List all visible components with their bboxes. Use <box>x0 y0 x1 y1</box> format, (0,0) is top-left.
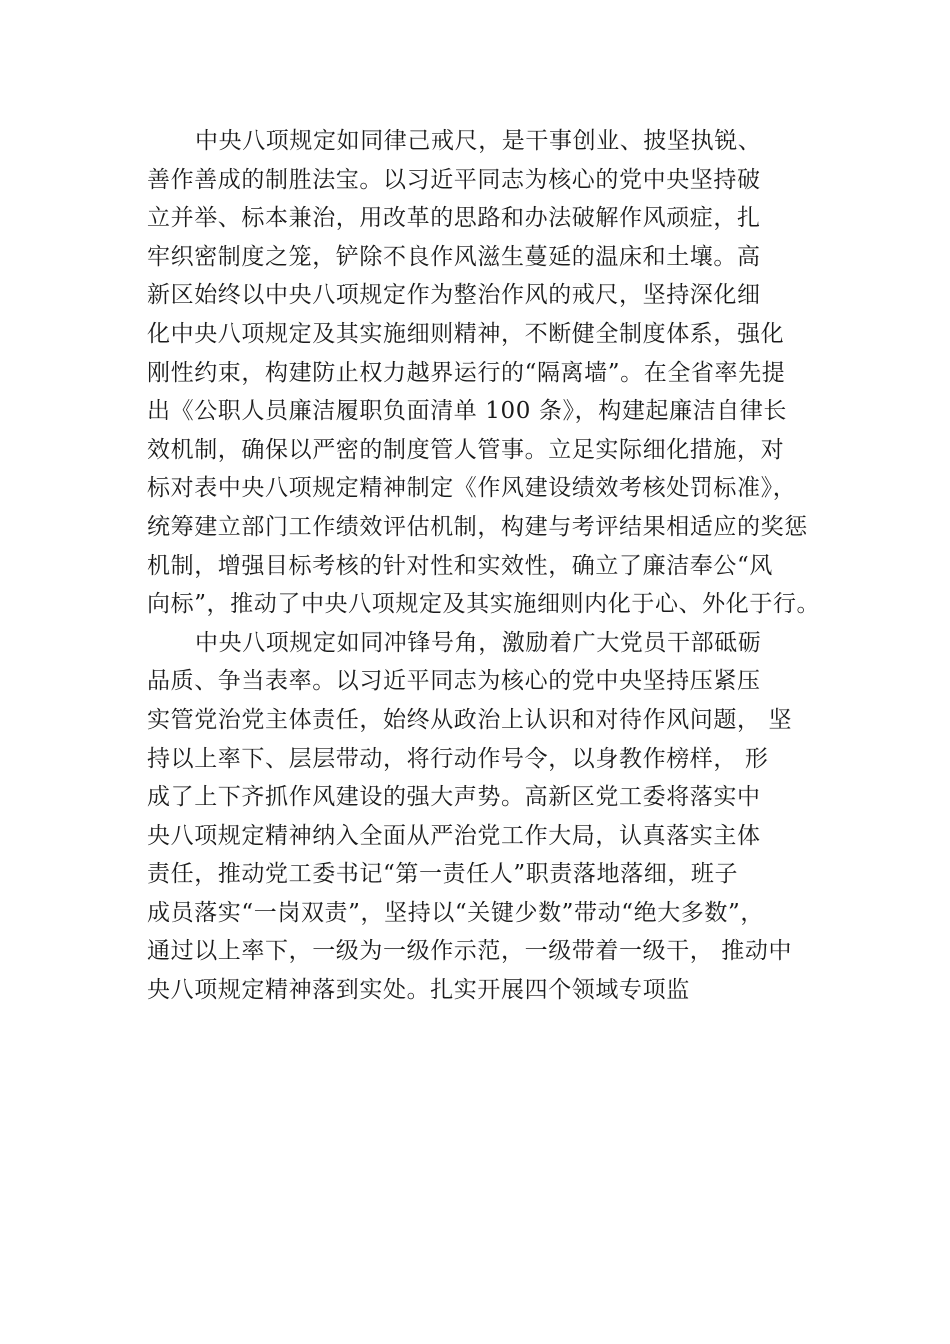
text-line: 统筹建立部门工作绩效评估机制，构建与考评结果相适应的奖惩 <box>147 513 808 540</box>
text-line: 央八项规定精神纳入全面从严治党工作大局，认真落实主体 <box>147 822 761 849</box>
text-line: 立并举、标本兼治，用改革的思路和办法破解作风顽症，扎 <box>147 205 761 232</box>
text-line: 中央八项规定如同律己戒尺，是干事创业、披坚执锐、 <box>195 128 762 154</box>
text-line: 品质、争当表率。以习近平同志为核心的党中央坚持压紧压 <box>147 668 761 695</box>
text-line: 成员落实“一岗双责”，坚持以“关键少数”带动“绝大多数”， <box>147 899 764 926</box>
text-line: 中央八项规定如同冲锋号角，激励着广大党员干部砥砺 <box>195 629 762 656</box>
text-line: 持以上率下、层层带动，将行动作号令，以身教作榜样， 形 <box>147 745 769 772</box>
paragraph-2 <box>147 624 837 1010</box>
text-line: 成了上下齐抓作风建设的强大声势。高新区党工委将落实中 <box>147 784 761 811</box>
text-line: 央八项规定精神落到实处。扎实开展四个领域专项监 <box>147 977 690 1004</box>
text-line: 效机制，确保以严密的制度管人管事。立足实际细化措施，对 <box>147 436 785 463</box>
text-line: 标对表中央八项规定精神制定《作风建设绩效考核处罚标准》， <box>147 475 797 502</box>
text-line: 刚性约束，构建防止权力越界运行的“隔离墙”。在全省率先提 <box>147 359 786 386</box>
paragraph-1 <box>147 122 837 624</box>
text-line: 新区始终以中央八项规定作为整治作风的戒尺，坚持深化细 <box>147 282 761 309</box>
text-line: 责任，推动党工委书记“第一责任人”职责落地落细，班子 <box>147 861 739 888</box>
text-line: 牢织密制度之笼，铲除不良作风滋生蔓延的温床和土壤。高 <box>147 243 761 270</box>
text-line: 化中央八项规定及其实施细则精神，不断健全制度体系，强化 <box>147 320 785 347</box>
text-line: 出《公职人员廉洁履职负面清单 100 条》，构建起廉洁自律长 <box>147 398 788 425</box>
text-line: 通过以上率下，一级为一级作示范，一级带着一级干， 推动中 <box>147 938 793 965</box>
text-line: 实管党治党主体责任，始终从政治上认识和对待作风问题， 坚 <box>147 706 793 733</box>
document-body <box>147 122 837 1010</box>
text-line: 向标”，推动了中央八项规定及其实施细则内化于心、外化于行。 <box>147 591 821 618</box>
text-line: 机制，增强目标考核的针对性和实效性，确立了廉洁奉公“风 <box>147 552 773 579</box>
text-line: 善作善成的制胜法宝。以习近平同志为核心的党中央坚持破 <box>147 166 761 193</box>
